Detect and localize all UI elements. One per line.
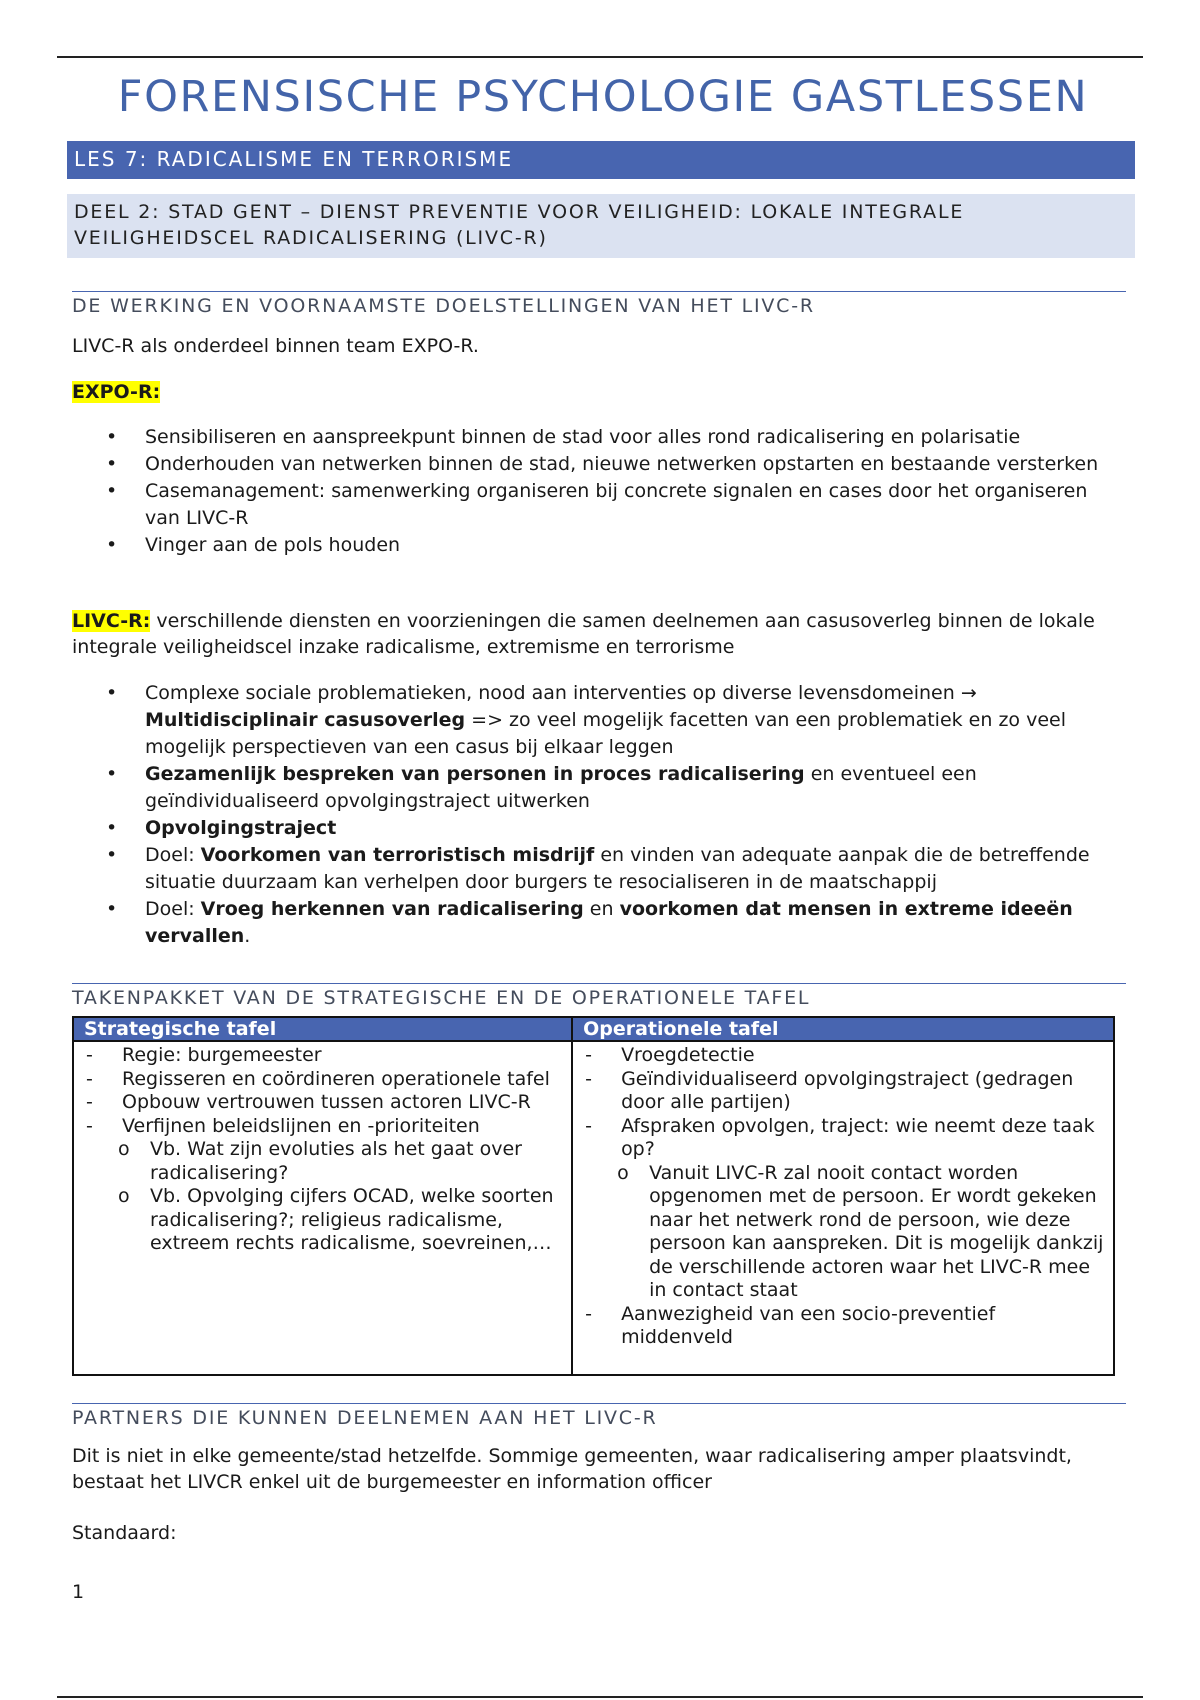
expo-label-line bbox=[72, 379, 1126, 405]
column-header-strategisch: Strategische tafel bbox=[73, 1017, 572, 1041]
bold-run: Opvolgingstraject bbox=[145, 817, 337, 839]
section-heading-partners: PARTNERS DIE KUNNEN DEELNEMEN AAN HET LIVC-R bbox=[72, 1403, 1126, 1429]
livc-paragraph bbox=[72, 608, 1126, 660]
part-heading bbox=[67, 194, 1135, 258]
list-item bbox=[72, 761, 1126, 815]
list-item bbox=[72, 896, 1126, 950]
text-run: en bbox=[583, 898, 620, 920]
top-rule bbox=[57, 56, 1143, 58]
bold-run: Gezamenlijk bespreken van personen in proces radicalisering bbox=[145, 763, 805, 785]
standard-label: Standaard: bbox=[72, 1522, 177, 1544]
livc-bullet-list bbox=[72, 680, 1126, 950]
expo-label: EXPO-R: bbox=[72, 381, 161, 403]
list-item: - Aanwezigheid van een socio-preventief middenveld bbox=[577, 1303, 1109, 1350]
document-title: FORENSISCHE PSYCHOLOGIE GASTLESSEN bbox=[117, 72, 1089, 122]
column-header-operationeel: Operationele tafel bbox=[572, 1017, 1114, 1041]
expo-bullet-list bbox=[72, 424, 1126, 559]
list-item bbox=[577, 1115, 1109, 1303]
section-heading-werking: DE WERKING EN VOORNAAMSTE DOELSTELLINGEN VAN HET LIVC-R bbox=[72, 291, 1126, 317]
bold-run: Multidisciplinair casusoverleg bbox=[145, 709, 466, 731]
sub-list-item: o Vb. Wat zijn evoluties als het gaat over radicalisering? bbox=[78, 1138, 567, 1185]
partners-paragraph: Dit is niet in elke gemeente/stad hetzelfde. Sommige gemeenten, waar radicalisering amper plaatsvindt, bestaat het LIVCR enkel uit de burgemeester en information officer bbox=[72, 1445, 1072, 1493]
list-item bbox=[72, 815, 1126, 842]
sub-list-item: o Vb. Opvolging cijfers OCAD, welke soorten radicalisering?; religieus radicalisme, extreem rechts radicalisme, soevreinen,… bbox=[78, 1185, 567, 1256]
list-item: - Vroegdetectie bbox=[577, 1044, 1109, 1068]
livc-description: verschillende diensten en voorzieningen die samen deelnemen aan casusoverleg binnen de lokale integrale veiligheidscel inzake radicalisme, extremisme en terrorisme bbox=[72, 610, 1095, 658]
strategic-cell bbox=[73, 1041, 572, 1375]
list-item: • Onderhouden van netwerken binnen de stad, nieuwe netwerken opstarten en bestaande versterken bbox=[72, 451, 1126, 478]
page-number: 1 bbox=[72, 1581, 85, 1603]
lesson-heading: LES 7: RADICALISME EN TERRORISME bbox=[67, 141, 1135, 179]
list-item bbox=[72, 680, 1126, 761]
list-item bbox=[78, 1115, 567, 1256]
bottom-rule bbox=[57, 1696, 1143, 1698]
text-run: => zo veel mogelijk facetten van een problematiek en zo veel mogelijk perspectieven van een casus bij elkaar leggen bbox=[145, 709, 1066, 758]
list-item: - Regisseren en coördineren operationele tafel bbox=[78, 1068, 567, 1092]
list-item: • Sensibiliseren en aanspreekpunt binnen de stad voor alles rond radicalisering en polarisatie bbox=[72, 424, 1126, 451]
list-item: - Opbouw vertrouwen tussen actoren LIVC-R bbox=[78, 1091, 567, 1115]
operational-cell bbox=[572, 1041, 1114, 1375]
text-run: en eventueel een geïndividualiseerd opvolgingstraject uitwerken bbox=[145, 763, 977, 812]
intro-paragraph: LIVC-R als onderdeel binnen team EXPO-R. bbox=[72, 335, 479, 357]
list-item: - Geïndividualiseerd opvolgingstraject (gedragen door alle partijen) bbox=[577, 1068, 1109, 1115]
text-run: en vinden van adequate aanpak die de betreffende situatie duurzaam kan verhelpen door burgers te resocialiseren in de maatschappij bbox=[145, 844, 1090, 893]
text-run: Verfijnen beleidslijnen en -prioriteiten bbox=[122, 1114, 480, 1137]
text-run: Complexe sociale problematieken, nood aan interventies op diverse levensdomeinen → bbox=[145, 682, 977, 704]
text-run: Afspraken opvolgen, traject: wie neemt deze taak op? bbox=[621, 1114, 1095, 1160]
text-run: Doel: bbox=[145, 898, 201, 920]
list-item: - Regie: burgemeester bbox=[78, 1044, 567, 1068]
part-heading-line2: VEILIGHEIDSCEL RADICALISERING (LIVC-R) bbox=[74, 227, 548, 249]
list-item: • Casemanagement: samenwerking organiseren bij concrete signalen en cases door het organiseren van LIVC-R bbox=[72, 478, 1126, 532]
bold-run: Vroeg herkennen van radicalisering bbox=[200, 898, 584, 920]
text-run: . bbox=[244, 925, 251, 947]
sub-list-item: o Vanuit LIVC-R zal nooit contact worden opgenomen met de persoon. Er wordt gekeken naar het netwerk rond de persoon, wie deze persoon kan aanspreken. Dit is mogelijk dankzij de verschillende actoren waar het LIVC-R mee in contact staat bbox=[577, 1162, 1109, 1303]
list-item bbox=[72, 842, 1126, 896]
section-heading-takenpakket: TAKENPAKKET VAN DE STRATEGISCHE EN DE OPERATIONELE TAFEL bbox=[72, 983, 1126, 1009]
part-heading-line1: DEEL 2: STAD GENT – DIENST PREVENTIE VOOR VEILIGHEID: LOKALE INTEGRALE bbox=[74, 201, 965, 223]
bold-run: voorkomen dat mensen in extreme ideeën vervallen bbox=[145, 898, 1073, 947]
list-item: • Vinger aan de pols houden bbox=[72, 532, 1126, 559]
tasks-table bbox=[72, 1016, 1115, 1376]
text-run: Doel: bbox=[145, 844, 201, 866]
livc-label: LIVC-R: bbox=[72, 610, 151, 632]
bold-run: Voorkomen van terroristisch misdrijf bbox=[200, 844, 595, 866]
